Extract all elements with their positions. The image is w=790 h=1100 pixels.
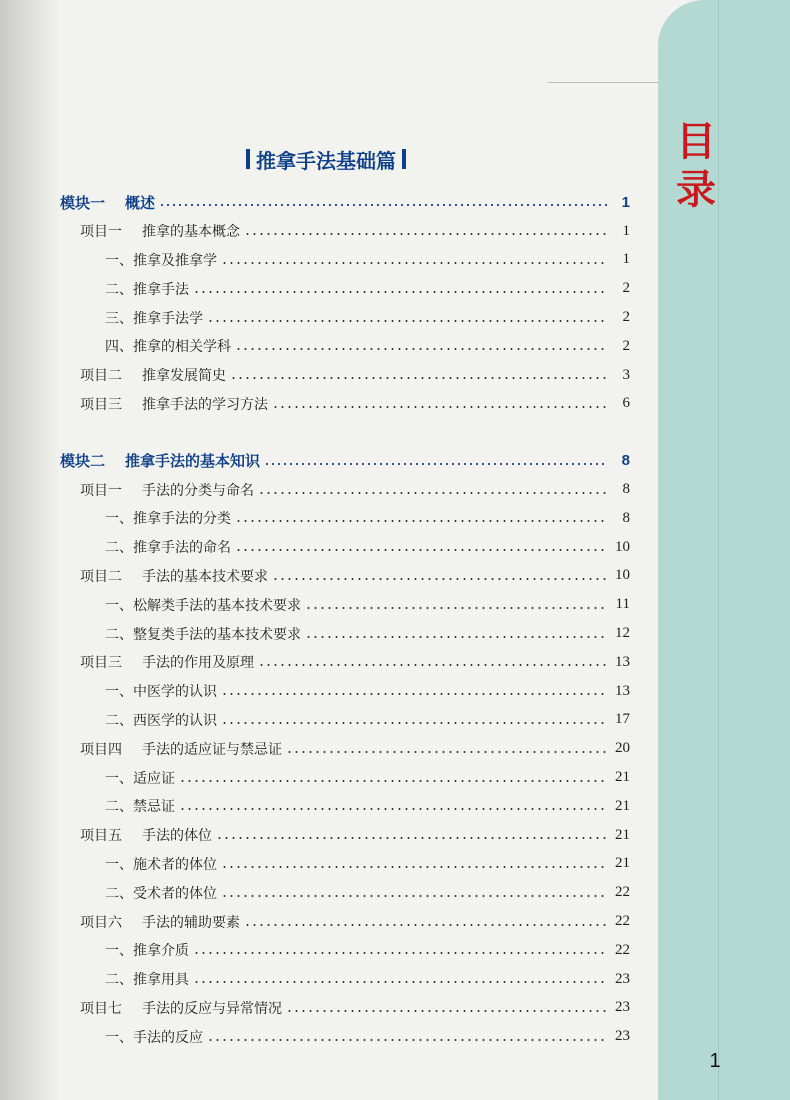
module-number: 模块二 — [60, 452, 106, 471]
project-number: 项目四 — [80, 741, 122, 758]
project-title: 手法的适应证与禁忌证 — [142, 741, 282, 758]
toc-subsection-entry[interactable] — [60, 706, 630, 735]
toc-project-entry[interactable] — [60, 475, 630, 504]
toc-subsection-entry[interactable] — [60, 590, 630, 619]
page-ref: 21 — [615, 826, 630, 843]
toc-subsection-entry[interactable] — [60, 1022, 630, 1051]
page-ref: 2 — [622, 280, 630, 297]
leader-dots — [272, 406, 608, 408]
entry-title: 一、松解类手法的基本技术要求 — [105, 597, 301, 614]
page-ref: 23 — [615, 970, 630, 987]
leader-dots — [221, 722, 608, 724]
project-title: 手法的反应与异常情况 — [142, 1000, 282, 1017]
page-ref: 8 — [622, 481, 630, 498]
entry-title: 一、推拿介质 — [105, 943, 189, 960]
toc-subsection-entry[interactable] — [60, 965, 630, 994]
module-1-entries — [60, 217, 630, 419]
page-ref: 1 — [622, 251, 630, 268]
toc-subsection-entry[interactable] — [60, 936, 630, 965]
leader-dots — [264, 463, 608, 465]
toc-subsection-entry[interactable] — [60, 533, 630, 562]
project-title: 手法的作用及原理 — [142, 655, 254, 672]
toc-project-entry[interactable] — [60, 734, 630, 763]
leader-dots — [193, 981, 608, 983]
page-ref: 20 — [615, 740, 630, 757]
toc-project-entry[interactable] — [60, 648, 630, 677]
toc-project-entry[interactable] — [60, 217, 630, 246]
leader-dots — [221, 693, 608, 695]
entry-title: 一、手法的反应 — [105, 1029, 203, 1046]
entry-title: 一、推拿手法的分类 — [105, 511, 231, 528]
entry-title: 二、整复类手法的基本技术要求 — [105, 626, 301, 643]
page-ref: 21 — [615, 769, 630, 786]
entry-title: 一、中医学的认识 — [105, 684, 217, 701]
leader-dots — [235, 520, 608, 522]
entry-title: 二、推拿手法的命名 — [105, 540, 231, 557]
part-title-text: 推拿手法基础篇 — [256, 148, 396, 173]
toc-subsection-entry[interactable] — [60, 763, 630, 792]
toc-subsection-entry[interactable] — [60, 274, 630, 303]
page-ref: 2 — [622, 309, 630, 326]
page-ref: 22 — [615, 941, 630, 958]
page-ref: 10 — [615, 538, 630, 555]
entry-title: 一、施术者的体位 — [105, 856, 217, 873]
page-ref: 13 — [615, 682, 630, 699]
toc-subsection-entry[interactable] — [60, 792, 630, 821]
project-number: 项目二 — [80, 368, 122, 385]
page-ref: 13 — [615, 653, 630, 670]
entry-title: 二、西医学的认识 — [105, 712, 217, 729]
module-2-entries — [60, 475, 630, 1051]
toc-project-entry[interactable] — [60, 994, 630, 1023]
leader-dots — [179, 808, 608, 810]
title-bar-left — [246, 149, 250, 169]
contents-label — [670, 118, 722, 214]
leader-dots — [221, 895, 608, 897]
entry-title: 一、适应证 — [105, 770, 175, 787]
running-header-rule — [548, 60, 658, 83]
leader-dots — [286, 751, 608, 753]
module-number: 模块一 — [60, 193, 106, 212]
title-bar-right — [402, 149, 406, 169]
leader-dots — [258, 664, 608, 666]
toc-subsection-entry[interactable] — [60, 332, 630, 361]
leader-dots — [272, 578, 608, 580]
leader-dots — [235, 549, 608, 551]
entry-title: 四、推拿的相关学科 — [105, 339, 231, 356]
toc-subsection-entry[interactable] — [60, 619, 630, 648]
page-ref: 1 — [622, 222, 630, 239]
page-ref: 6 — [622, 395, 630, 412]
toc-subsection-entry[interactable] — [60, 303, 630, 332]
project-title: 手法的基本技术要求 — [142, 568, 268, 585]
project-number: 项目五 — [80, 828, 122, 845]
leader-dots — [159, 204, 608, 206]
page-ref: 2 — [622, 337, 630, 354]
leader-dots — [193, 291, 608, 293]
page-ref: 8 — [621, 452, 630, 470]
leader-dots — [230, 377, 608, 379]
leader-dots — [305, 636, 608, 638]
leader-dots — [305, 607, 608, 609]
leader-dots — [235, 348, 608, 350]
entry-title: 二、受术者的体位 — [105, 885, 217, 902]
contents-label-char-1: 目 — [676, 118, 716, 165]
project-number: 项目一 — [80, 224, 122, 241]
project-number: 项目七 — [80, 1000, 122, 1017]
page-number: 1 — [709, 1050, 721, 1072]
project-number: 项目二 — [80, 568, 122, 585]
project-number: 项目三 — [80, 655, 122, 672]
project-title: 手法的分类与命名 — [142, 482, 254, 499]
entry-title: 一、推拿及推拿学 — [105, 252, 217, 269]
leader-dots — [244, 233, 608, 235]
page-ref: 12 — [615, 625, 630, 642]
table-of-contents — [60, 188, 630, 1051]
leader-dots — [207, 320, 608, 322]
project-number: 项目一 — [80, 482, 122, 499]
project-title: 手法的辅助要素 — [142, 914, 240, 931]
toc-project-entry[interactable] — [60, 821, 630, 850]
contents-label-char-2: 录 — [676, 166, 716, 213]
entry-title: 二、禁忌证 — [105, 799, 175, 816]
project-title: 手法的体位 — [142, 828, 212, 845]
toc-project-entry[interactable] — [60, 361, 630, 390]
page-ref: 22 — [615, 884, 630, 901]
leader-dots — [221, 262, 608, 264]
page-ref: 3 — [622, 366, 630, 383]
toc-project-entry[interactable] — [60, 907, 630, 936]
project-title: 推拿发展简史 — [142, 368, 226, 385]
section-gap — [60, 418, 630, 446]
toc-subsection-entry[interactable] — [60, 504, 630, 533]
page-ref: 23 — [615, 999, 630, 1016]
toc-subsection-entry[interactable] — [60, 878, 630, 907]
leader-dots — [193, 952, 608, 954]
leader-dots — [216, 837, 608, 839]
page-ref: 1 — [621, 193, 630, 211]
project-title: 推拿手法的学习方法 — [142, 396, 268, 413]
leader-dots — [207, 1039, 608, 1041]
toc-subsection-entry[interactable] — [60, 246, 630, 275]
page-ref: 10 — [615, 567, 630, 584]
toc-subsection-entry[interactable] — [60, 850, 630, 879]
toc-subsection-entry[interactable] — [60, 677, 630, 706]
module-title: 推拿手法的基本知识 — [125, 452, 261, 471]
leader-dots — [221, 866, 608, 868]
leader-dots — [179, 780, 608, 782]
toc-module-1[interactable] — [60, 188, 630, 217]
page-gutter-shadow — [0, 0, 60, 1100]
leader-dots — [244, 924, 608, 926]
toc-project-entry[interactable] — [60, 562, 630, 591]
page-ref: 21 — [615, 855, 630, 872]
page-ref: 22 — [615, 913, 630, 930]
entry-title: 二、推拿用具 — [105, 972, 189, 989]
project-number: 项目六 — [80, 914, 122, 931]
page-ref: 11 — [615, 596, 630, 613]
leader-dots — [258, 492, 608, 494]
page-ref: 17 — [615, 711, 630, 728]
page-ref: 21 — [615, 797, 630, 814]
page-ref: 23 — [615, 1028, 630, 1045]
toc-project-entry[interactable] — [60, 390, 630, 419]
part-title — [240, 144, 412, 174]
module-title: 概述 — [125, 193, 156, 212]
project-title: 推拿的基本概念 — [142, 224, 240, 241]
entry-title: 二、推拿手法 — [105, 281, 189, 298]
project-number: 项目三 — [80, 396, 122, 413]
entry-title: 三、推拿手法学 — [105, 310, 203, 327]
leader-dots — [286, 1010, 608, 1012]
toc-module-2[interactable] — [60, 446, 630, 475]
page-ref: 8 — [622, 509, 630, 526]
